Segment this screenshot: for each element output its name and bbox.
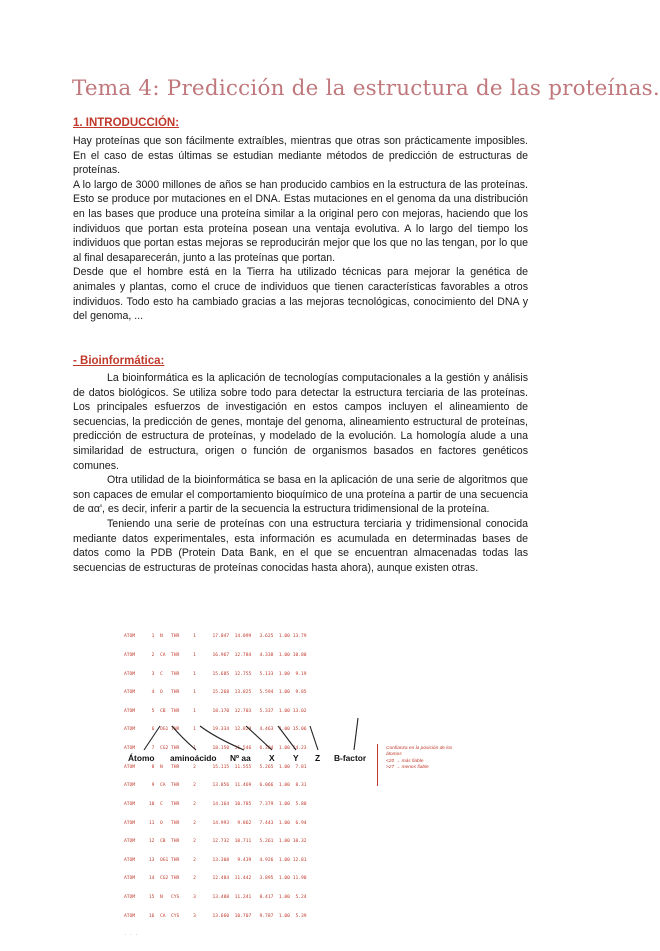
page-title: Tema 4: Predicción de la estructura de las proteínas. [72,76,660,101]
intro-paragraph: Desde que el hombre está en la Tierra ha utilizado técnicas para mejorar la genética de animales y plantas, como el cruce de individuos que tienen características favorables a otros individuos. Todo esto ha cambiado gracias a las mejoras tecnológicas, conocimiento del DNA y del genoma, ... [73,266,528,323]
label-atomo: Átomo [128,753,155,763]
label-x: X [269,753,275,763]
intro-body [73,134,528,324]
label-naa: Nº aa [230,753,251,763]
bfactor-note-text [386,746,452,772]
pointer-line-x [246,726,272,750]
pointer-line-z [310,726,318,750]
atom-row: ATOM 7 CG2 THR 1 18.150 11.546 6.304 1.00 14.23 [124,746,307,752]
atom-row: ATOM 1 N THR 1 17.047 14.099 3.625 1.00 13.79 [124,634,307,640]
atom-row: ATOM 3 C THR 1 15.685 12.755 5.133 1.00 9.19 [124,671,307,677]
atom-row: ATOM 14 CG2 THR 2 12.484 11.442 3.895 1.00 11.90 [124,876,307,882]
pointer-line-naa [200,726,244,750]
atom-row: ATOM 5 CB THR 1 18.170 12.703 5.337 1.00 13.02 [124,708,307,714]
bioinfo-paragraph: La bioinformática es la aplicación de tecnologías computacionales a la gestión y análisis de datos biológicos. Se utiliza sobre todo para detectar la estructura terciaria de las proteínas. Los principales esfuerzos de investigación en estos campos incluyen el alineamiento de secuencias, la predicción de genes, montaje del genoma, alineamiento estructural de proteínas, predicción de estructura de proteínas, y modelado de la evolución. La homología alude a una similaridad de estructura, origen o función de organismos basados en factores genéticos comunes. [73,372,528,472]
intro-heading: 1. INTRODUCCIÓN: [73,117,180,129]
note-line: <20 → más fiable [386,758,424,764]
bfactor-note [377,744,466,786]
atom-row: ATOM 16 CA CYS 3 13.660 10.707 9.787 1.00 5.39 [124,913,307,919]
atom-row: ATOM 4 O THR 1 15.268 13.825 5.594 1.00 9.85 [124,690,307,696]
intro-paragraph: Hay proteínas que son fácilmente extraíbles, mientras que otras son prácticamente imposibles. En el caso de estas últimas se estudian mediante métodos de predicción de estructuras de proteínas. [73,135,528,177]
pointer-line-aminoacido [172,726,196,750]
atom-row: ATOM 13 OG1 THR 2 13.308 9.439 4.926 1.00 12.81 [124,857,307,863]
label-z: Z [315,753,321,763]
pointer-line-atomo [144,726,160,750]
atom-row: ATOM 15 N CYS 3 13.488 11.241 8.417 1.00 5.24 [124,894,307,900]
atom-row: ATOM 8 N THR 2 15.115 11.555 5.265 1.00 7.81 [124,764,307,770]
table-ellipsis: . . . [124,932,138,938]
bioinfo-body [73,371,528,575]
label-aminoacido: aminoácido [170,753,217,763]
pdb-format-figure [112,618,478,938]
note-line: >27 → menos fiable [386,765,429,771]
column-pointer-lines [112,618,478,828]
atom-row: ATOM 11 O THR 2 14.993 9.862 7.443 1.00 6.94 [124,820,307,826]
intro-paragraph: A lo largo de 3000 millones de años se han producido cambios en la estructura de las proteínas. Esto se produce por mutaciones en el DNA. Estas mutaciones en el genoma da una distribución en las bases que produce una proteína similar a la original pero con mejoras, haciendo que los individuos que portan esta proteína posean una ventaja evolutiva. A lo largo del tiempo los individuos que portan estas mejoras se reproducirán mejor que los que no las tengan, por lo que al final desaparecerán, junto a las proteínas que portan. [73,178,528,264]
bioinfo-heading: - Bioinformática: [73,355,165,367]
bioinfo-paragraph: Teniendo una serie de proteínas con una estructura terciaria y tridimensional conocida mediante datos experimentales, esta información es acumulada en determinadas bases de datos como la PDB (Protein Data Bank, en el que se encuentran almacenadas todas las secuencias de estructuras de proteínas conocidas hasta ahora), aunque existen otras. [73,517,528,574]
label-bfactor: B-factor [334,753,367,763]
pointer-line-bfactor [354,718,358,750]
note-line: Confianza en la posición de los [386,746,453,751]
atom-row: ATOM 2 CA THR 1 16.967 12.784 4.338 1.00 10.80 [124,653,307,659]
bioinfo-paragraph: Otra utilidad de la bioinformática se basa en la aplicación de una serie de algoritmos que son capaces de emular el comportamiento bioquímico de una proteína a partir de una secuencia de αα', es decir, inferir a partir de la secuencia la estructura tridimensional de la proteína. [73,474,528,516]
atom-row: ATOM 9 CA THR 2 13.856 11.469 6.066 1.00 8.31 [124,783,307,789]
atom-row: ATOM 12 CB THR 2 12.732 10.711 5.261 1.00 10.32 [124,839,307,845]
pointer-line-y [278,726,296,750]
atom-row: ATOM 6 OG1 THR 1 19.334 12.829 4.463 1.00 15.06 [124,727,307,733]
atom-row: ATOM 10 C THR 2 14.164 10.785 7.379 1.00 5.80 [124,801,307,807]
note-line: átomos [386,752,402,758]
label-y: Y [293,753,299,763]
